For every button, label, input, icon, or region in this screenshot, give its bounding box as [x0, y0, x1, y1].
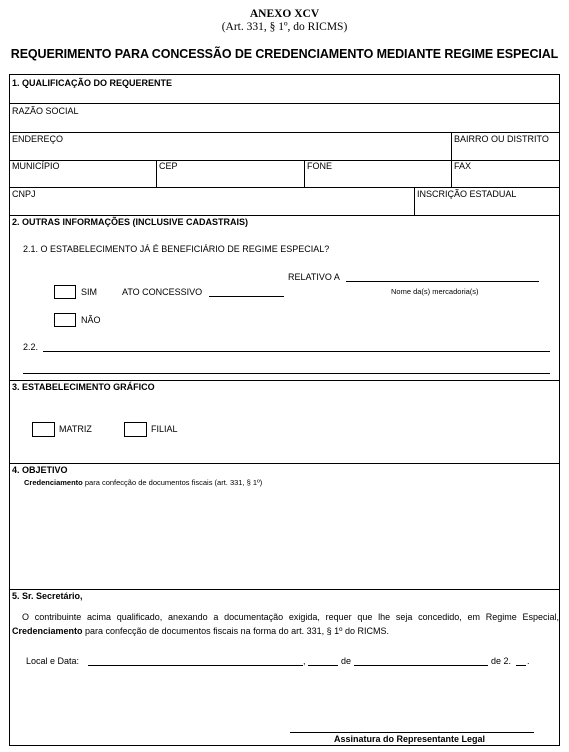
- divider: [10, 187, 559, 188]
- divider: [10, 132, 559, 133]
- form-frame: [9, 74, 560, 746]
- signature-label: Assinatura do Representante Legal: [334, 734, 486, 744]
- section4-heading: 4. OBJETIVO: [12, 465, 68, 475]
- matriz-checkbox[interactable]: [32, 422, 55, 437]
- question-21: 2.1. O ESTABELECIMENTO JÁ É BENEFICIÁRIO DE REGIME ESPECIAL?: [23, 244, 330, 254]
- relativo-label: RELATIVO A: [288, 272, 340, 282]
- divider: [451, 132, 452, 160]
- ato-line[interactable]: [209, 296, 284, 297]
- request-text-b: para confecção de documentos fiscais na forma do art. 331, § 1º do RICMS.: [82, 626, 389, 636]
- year-line[interactable]: [516, 665, 526, 666]
- month-line[interactable]: [354, 665, 488, 666]
- item-22-line[interactable]: [43, 351, 550, 352]
- cnpj-field[interactable]: CNPJ: [12, 189, 36, 199]
- item-22-line2[interactable]: [23, 373, 550, 374]
- year-label: de 2.: [491, 656, 512, 666]
- fax-field[interactable]: FAX: [454, 161, 472, 171]
- request-text-a: O contribuinte acima qualificado, anexando a documentação exigida, requer que lhe seja concedido, em Regime Especial,: [22, 612, 559, 622]
- section2-heading: 2. OUTRAS INFORMAÇÕES (INCLUSIVE CADASTRAIS): [12, 217, 249, 227]
- divider: [10, 215, 559, 216]
- divider: [10, 380, 559, 381]
- local-data-label: Local e Data:: [26, 656, 80, 666]
- divider: [156, 160, 157, 187]
- annex-reference: (Art. 331, § 1º, do RICMS): [221, 21, 348, 33]
- sim-checkbox[interactable]: [54, 285, 76, 299]
- mercadoria-label: Nome da(s) mercadoria(s): [391, 287, 479, 296]
- nao-checkbox[interactable]: [54, 313, 76, 327]
- day-line[interactable]: [308, 665, 338, 666]
- de-label: de: [341, 656, 352, 666]
- nao-label: NÃO: [81, 315, 101, 325]
- request-bold: Credenciamento: [12, 626, 83, 636]
- divider: [10, 160, 559, 161]
- ato-label: ATO CONCESSIVO: [122, 287, 203, 297]
- divider: [414, 187, 415, 215]
- form-title: REQUERIMENTO PARA CONCESSÃO DE CREDENCIAMENTO MEDIANTE REGIME ESPECIAL: [10, 47, 559, 61]
- municipio-field[interactable]: MUNICÍPIO: [12, 161, 60, 171]
- item-22: 2.2.: [23, 342, 39, 352]
- section5-heading: 5. Sr. Secretário,: [12, 591, 83, 601]
- razao-social-field[interactable]: RAZÃO SOCIAL: [12, 106, 79, 116]
- divider: [451, 160, 452, 187]
- filial-checkbox[interactable]: [124, 422, 147, 437]
- divider: [304, 160, 305, 187]
- sim-label: SIM: [81, 287, 98, 297]
- filial-label: FILIAL: [151, 424, 178, 434]
- fone-field[interactable]: FONE: [307, 161, 333, 171]
- bairro-field[interactable]: BAIRRO OU DISTRITO: [454, 134, 549, 144]
- cep-field[interactable]: CEP: [159, 161, 178, 171]
- divider: [10, 103, 559, 104]
- section1-heading: 1. QUALIFICAÇÃO DO REQUERENTE: [12, 78, 173, 88]
- period: .: [527, 656, 530, 666]
- section3-heading: 3. ESTABELECIMENTO GRÁFICO: [12, 382, 155, 392]
- divider: [10, 589, 559, 590]
- matriz-label: MATRIZ: [59, 424, 92, 434]
- objective-rest: para confecção de documentos fiscais (art. 331, § 1º): [82, 478, 263, 487]
- annex-title: ANEXO XCV: [249, 8, 320, 20]
- inscricao-field[interactable]: INSCRIÇÃO ESTADUAL: [417, 189, 517, 199]
- divider: [10, 463, 559, 464]
- relativo-line[interactable]: [346, 281, 539, 282]
- endereco-field[interactable]: ENDEREÇO: [12, 134, 64, 144]
- request-paragraph: [12, 610, 559, 638]
- local-line[interactable]: [88, 665, 303, 666]
- comma: ,: [303, 656, 306, 666]
- objective-bold: Credenciamento: [24, 478, 83, 487]
- objective-text: [24, 478, 262, 488]
- signature-line[interactable]: [290, 732, 534, 733]
